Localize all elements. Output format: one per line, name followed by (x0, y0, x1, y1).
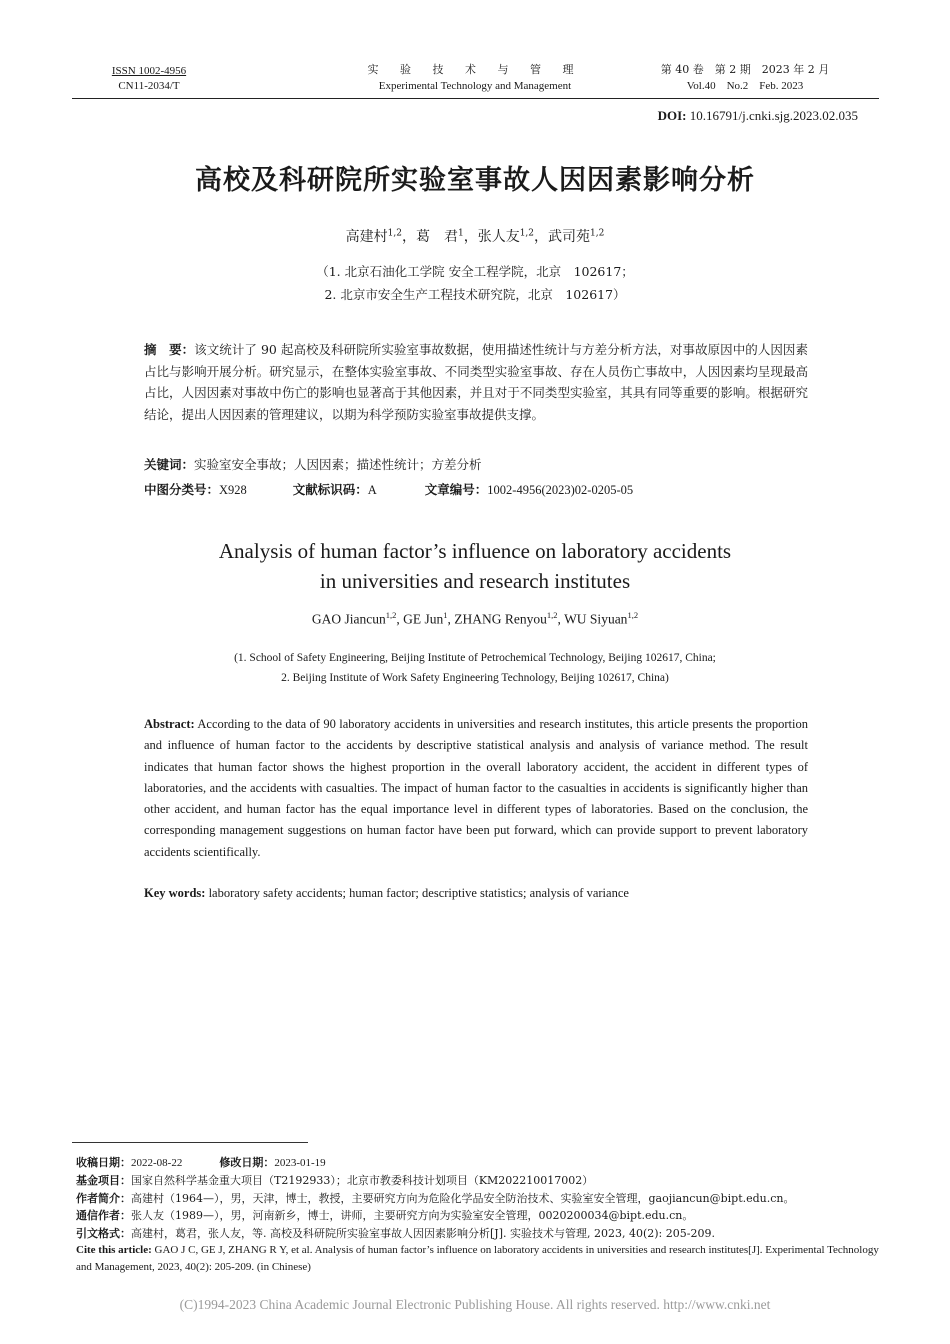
cite-en-text: GAO J C, GE J, ZHANG R Y, et al. Analysis of human factor’s influence on laboratory accidents in universities and research institutes[J]. Experimental Technology and Management, 2023, 40(2): 205-209. (in Chinese) (76, 1244, 879, 1274)
keywords-cn-label: 关键词： (144, 457, 195, 472)
cn-author-name: 葛 君 (415, 229, 458, 245)
issue-cn: 第 40 卷 第 2 期 2023 年 2 月 (660, 63, 830, 76)
issn: ISSN 1002-4956 (111, 65, 187, 77)
affiliation-en-2: 2. Beijing Institute of Work Safety Engineering Technology, Beijing 102617, China) (281, 672, 669, 684)
en-author-separator: , (447, 611, 455, 627)
cn-number: CN11-2034/T (118, 80, 180, 92)
journal-name-en: Experimental Technology and Management (378, 80, 572, 92)
cn-author-separator: ， (534, 229, 549, 245)
en-author-separator: , (396, 611, 404, 627)
keywords-en-label: Key words: (144, 886, 206, 900)
paper-title-cn: 高校及科研院所实验室事故人因因素影响分析 (195, 165, 755, 196)
abstract-cn (144, 339, 808, 425)
paper-title-en-line-1: Analysis of human factor’s influence on laboratory accidents (218, 539, 732, 563)
footnote-rule (72, 1142, 308, 1143)
footnote-cite-en (76, 1242, 882, 1277)
received-label: 收稿日期： (76, 1156, 131, 1169)
footnote-bio (76, 1190, 882, 1207)
cn-author-affiliation-mark: 1 (457, 228, 464, 239)
cn-author-separator: ， (401, 229, 416, 245)
bio-label: 作者简介： (76, 1191, 131, 1205)
en-author-name: ZHANG Renyou (454, 611, 547, 627)
issue-block (640, 62, 850, 94)
cn-author-name: 高建村 (345, 229, 388, 245)
en-author-affiliation-mark: 1,2 (627, 610, 639, 620)
doi-link[interactable]: 10.16791/j.cnki.sjg.2023.02.035 (689, 108, 858, 123)
affiliations-cn (0, 260, 950, 306)
affiliation-en-1: (1. School of Safety Engineering, Beijing Institute of Petrochemical Technology, Beijing 102617, China; (234, 652, 716, 664)
footnotes (76, 1154, 882, 1277)
fund-text: 国家自然科学基金重大项目（T2192933）；北京市教委科技计划项目（KM202210017002） (131, 1174, 594, 1188)
affiliations-en (0, 648, 950, 688)
paper-title-en (0, 536, 950, 596)
classification-line (144, 480, 808, 498)
revised-date: 2023-01-19 (274, 1157, 326, 1169)
authors-en (0, 610, 950, 628)
en-author-name: GE Jun (403, 611, 444, 627)
cite-en-label: Cite this article: (76, 1244, 152, 1257)
article-number-value: 1002-4956(2023)02-0205-05 (487, 483, 634, 497)
affiliation-cn-1: （1. 北京石油化工学院 安全工程学院，北京 102617； (316, 264, 634, 279)
article-number-label: 文章编号： (424, 482, 488, 497)
keywords-cn (144, 455, 808, 473)
clc-value: X928 (219, 483, 247, 497)
fund-label: 基金项目： (76, 1174, 131, 1188)
cn-author-name: 张人友 (477, 229, 520, 245)
doc-code-label: 文献标识码： (292, 482, 368, 497)
en-author-affiliation-mark: 1 (443, 610, 448, 620)
en-author-affiliation-mark: 1,2 (546, 610, 558, 620)
footnote-fund (76, 1172, 882, 1189)
en-author-name: WU Siyuan (564, 611, 628, 627)
authors-cn (0, 226, 950, 246)
cn-author-separator: ， (463, 229, 478, 245)
cite-cn-text: 高建村，葛君，张人友，等. 高校及科研院所实验室事故人因因素影响分析[J]. 实验技术与管理, 2023, 40(2): 205-209. (131, 1226, 715, 1240)
doc-code-value: A (367, 483, 377, 497)
keywords-en (144, 886, 808, 901)
abstract-en-text: According to the data of 90 laboratory accidents in universities and research institutes, this article presents the proportion and influence of human factor to the accidents by descriptive statistical analysis and analysis of variance method. The result indicates that human factor shows the highest proportion in the overall laboratory accident, the accident in different types of laboratories, and the accidents with casualties. The impact of human factor to the casualties in accidents is significantly higher than other accident, and human factor has the equal importance level in different types of laboratories. Based on the conclusion, the corresponding management suggestions on human factor have been put forward, which can provide support to prevent laboratory accidents scientifically. (144, 717, 808, 859)
en-author-separator: , (557, 611, 565, 627)
footnote-dates (76, 1154, 882, 1172)
abstract-en (144, 714, 808, 863)
bio-text: 高建村（1964—），男，天津，博士，教授，主要研究方向为危险化学品安全防治技术、实验室安全管理，gaojiancun@bipt.edu.cn。 (131, 1191, 795, 1205)
copyright-watermark: (C)1994-2023 China Academic Journal Electronic Publishing House. All rights reserved. http://www.cnki.net (179, 1297, 771, 1312)
cn-author-affiliation-mark: 1,2 (387, 228, 402, 239)
journal-name-block (320, 62, 630, 94)
abstract-cn-label: 摘 要： (144, 342, 195, 357)
en-author-affiliation-mark: 1,2 (385, 610, 397, 620)
en-author-name: GAO Jiancun (311, 611, 386, 627)
abstract-en-label: Abstract: (144, 717, 195, 731)
journal-issn-block (100, 64, 198, 94)
cite-cn-label: 引文格式： (76, 1226, 131, 1240)
cn-author-affiliation-mark: 1,2 (519, 228, 535, 239)
keywords-cn-text: 实验室安全事故；人因因素；描述性统计；方差分析 (194, 457, 482, 472)
abstract-cn-text: 该文统计了 90 起高校及科研院所实验室事故数据，使用描述性统计与方差分析方法，对事故原因中的人因因素占比与影响开展分析。研究显示，在整体实验室事故、不同类型实验室事故、存在人员伤亡事故中，人因因素均呈现最高占比，人因因素对事故中伤亡的影响也显著高于其他因素，并且对于不同类型实验室，其具有同等重要的影响。根据研究结论，提出人因因素的管理建议，以期为科学预防实验室事故提供支撑。 (144, 342, 808, 422)
header-rule (72, 98, 879, 99)
revised-label: 修改日期： (219, 1156, 275, 1169)
footnote-cite-cn (76, 1225, 882, 1242)
corresponding-text: 张人友（1989—），男，河南新乡，博士，讲师，主要研究方向为实验室安全管理，0020200034@bipt.edu.cn。 (131, 1209, 694, 1223)
footnote-corresponding (76, 1207, 882, 1224)
keywords-en-text: laboratory safety accidents; human factor; descriptive statistics; analysis of variance (208, 886, 629, 900)
cn-author-name: 武司苑 (548, 229, 591, 245)
paper-title-en-line-2: in universities and research institutes (319, 569, 631, 593)
clc-label: 中图分类号： (144, 482, 220, 497)
corresponding-label: 通信作者： (76, 1209, 131, 1223)
issue-en: Vol.40 No.2 Feb. 2023 (686, 80, 804, 92)
cn-author-affiliation-mark: 1,2 (590, 228, 605, 239)
received-date: 2022-08-22 (131, 1157, 183, 1169)
journal-name-cn: 实 验 技 术 与 管 理 (367, 63, 583, 76)
doi (658, 108, 858, 124)
doi-label: DOI: (657, 108, 687, 123)
affiliation-cn-2: 2. 北京市安全生产工程技术研究院，北京 102617） (324, 287, 626, 302)
